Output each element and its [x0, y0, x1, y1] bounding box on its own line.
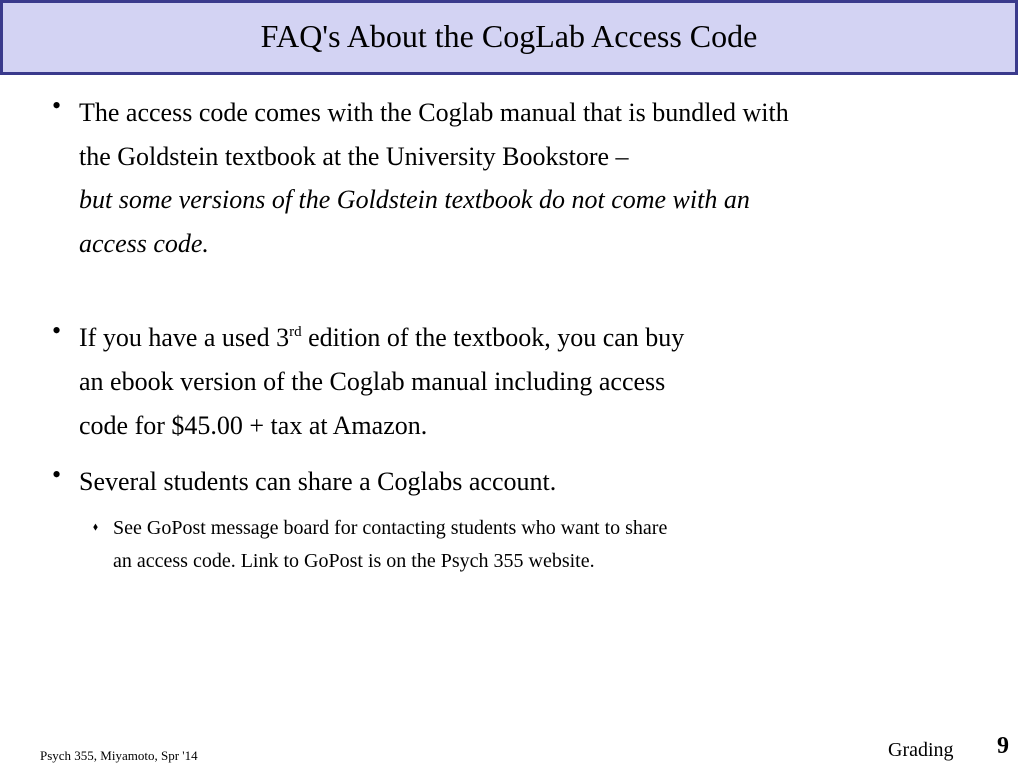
bullet-share-account	[52, 460, 992, 504]
bullet-dot: •	[52, 316, 62, 345]
footer-section-label: Grading	[888, 739, 954, 761]
sub-bullet-gopost	[93, 512, 667, 578]
bullet-access-code-source	[52, 91, 992, 265]
bullet-dot: •	[52, 91, 62, 120]
bullet-text-line: Several students can share a Coglabs account.	[79, 467, 557, 496]
bullet-text-line	[79, 316, 992, 360]
bullet-text-line: an ebook version of the Coglab manual including access	[79, 367, 666, 396]
sub-bullet-text-line: See GoPost message board for contacting students who want to share	[113, 517, 668, 539]
slide-title-bar	[0, 0, 1018, 75]
bullet-text-line: code for $45.00 + tax at Amazon.	[79, 411, 428, 440]
bullet-text-line: the Goldstein textbook at the University Bookstore –	[79, 141, 629, 171]
bullet-dot: •	[52, 460, 62, 489]
bullet-italic-line: access code.	[79, 228, 209, 258]
bullet-text-segment: edition of the textbook, you can buy	[301, 323, 685, 352]
sub-bullet-text-line: an access code. Link to GoPost is on the Psych 355 website.	[113, 550, 595, 572]
bullet-text-line: The access code comes with the Coglab manual that is bundled with	[79, 98, 789, 127]
footer-course-info: Psych 355, Miyamoto, Spr '14	[40, 748, 198, 763]
slide-title: FAQ's About the CogLab Access Code	[260, 17, 758, 54]
ordinal-superscript: rd	[289, 324, 302, 340]
diamond-bullet-icon: ⬧	[93, 521, 98, 533]
bullet-text-segment: If you have a used 3	[79, 323, 290, 352]
bullet-italic-line: but some versions of the Goldstein textbook do not come with an	[79, 185, 750, 214]
bullet-used-edition	[52, 316, 992, 448]
footer-page-number: 9	[997, 733, 1009, 759]
